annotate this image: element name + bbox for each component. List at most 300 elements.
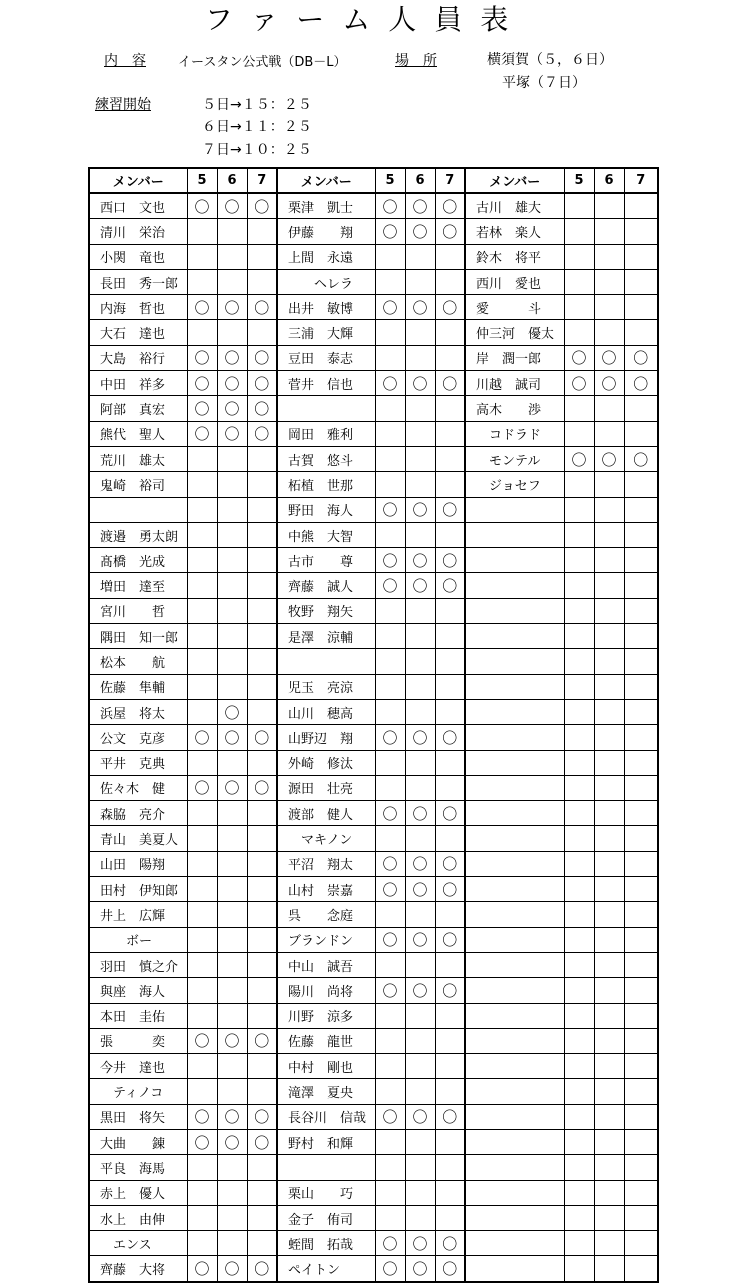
place-line-1: 横須賀（５，６日）	[487, 52, 613, 68]
member-name: 中田 祥多	[89, 371, 187, 396]
attendance-mark-day-5	[375, 421, 405, 446]
member-name	[465, 497, 564, 522]
attendance-mark-day-7	[624, 421, 658, 446]
member-name	[465, 851, 564, 876]
attendance-mark-day-5	[187, 826, 217, 851]
attendance-mark-day-6	[594, 269, 624, 294]
attendance-mark-day-5	[187, 573, 217, 598]
attendance-mark-day-5	[375, 826, 405, 851]
member-name	[465, 1256, 564, 1282]
attendance-mark-day-7	[247, 269, 277, 294]
member-name: ティノコ	[89, 1079, 187, 1104]
attendance-mark-day-7: 〇	[247, 1104, 277, 1129]
member-name: 柘植 世那	[277, 472, 375, 497]
attendance-mark-day-5	[564, 1079, 594, 1104]
member-name: 本田 圭佑	[89, 1003, 187, 1028]
table-row	[89, 1155, 658, 1180]
attendance-mark-day-7: 〇	[247, 193, 277, 219]
attendance-mark-day-6	[405, 750, 435, 775]
attendance-mark-day-5	[564, 1155, 594, 1180]
attendance-mark-day-5: 〇	[375, 1104, 405, 1129]
attendance-mark-day-5: 〇	[375, 978, 405, 1003]
member-name: 隅田 知一郎	[89, 624, 187, 649]
attendance-mark-day-5: 〇	[375, 219, 405, 244]
attendance-mark-day-6	[405, 1205, 435, 1230]
attendance-mark-day-5	[375, 244, 405, 269]
table-row	[89, 244, 658, 269]
attendance-mark-day-6: 〇	[217, 396, 247, 421]
attendance-mark-day-5	[187, 244, 217, 269]
attendance-mark-day-5	[375, 1054, 405, 1079]
attendance-mark-day-6	[405, 345, 435, 370]
attendance-mark-day-5: 〇	[564, 371, 594, 396]
attendance-mark-day-5	[187, 624, 217, 649]
member-name	[465, 877, 564, 902]
attendance-mark-day-7	[247, 497, 277, 522]
member-name	[465, 902, 564, 927]
attendance-mark-day-7	[435, 244, 465, 269]
attendance-mark-day-6	[217, 1079, 247, 1104]
member-name	[89, 497, 187, 522]
member-name: 西川 愛也	[465, 269, 564, 294]
member-name: 井上 広輝	[89, 902, 187, 927]
member-name: 大石 達也	[89, 320, 187, 345]
attendance-mark-day-7	[435, 699, 465, 724]
member-name: 田村 伊知郎	[89, 877, 187, 902]
attendance-mark-day-5	[375, 522, 405, 547]
attendance-mark-day-6	[594, 978, 624, 1003]
attendance-mark-day-6: 〇	[405, 1104, 435, 1129]
attendance-mark-day-7	[624, 624, 658, 649]
attendance-mark-day-6	[405, 649, 435, 674]
attendance-mark-day-6	[594, 877, 624, 902]
member-name: 増田 達至	[89, 573, 187, 598]
attendance-mark-day-5: 〇	[564, 345, 594, 370]
attendance-mark-day-6: 〇	[217, 345, 247, 370]
member-name	[465, 801, 564, 826]
attendance-mark-day-7	[624, 522, 658, 547]
attendance-mark-day-7	[624, 725, 658, 750]
attendance-mark-day-5	[375, 775, 405, 800]
attendance-mark-day-6	[405, 624, 435, 649]
attendance-mark-day-7	[624, 219, 658, 244]
practice-label: 練習開始	[95, 97, 151, 113]
attendance-mark-day-7: 〇	[435, 927, 465, 952]
member-name: 陽川 尚将	[277, 978, 375, 1003]
attendance-mark-day-7	[247, 826, 277, 851]
member-name: 平沼 翔太	[277, 851, 375, 876]
attendance-mark-day-6	[217, 674, 247, 699]
attendance-mark-day-5	[564, 826, 594, 851]
attendance-mark-day-6	[405, 472, 435, 497]
attendance-mark-day-6	[217, 649, 247, 674]
attendance-mark-day-7	[624, 1129, 658, 1154]
attendance-mark-day-5: 〇	[187, 371, 217, 396]
attendance-mark-day-7: 〇	[435, 801, 465, 826]
member-name: 今井 達也	[89, 1054, 187, 1079]
attendance-mark-day-6	[594, 699, 624, 724]
attendance-mark-day-7: 〇	[247, 345, 277, 370]
attendance-mark-day-5	[564, 522, 594, 547]
attendance-mark-day-6	[594, 1205, 624, 1230]
member-name: 浜屋 将太	[89, 699, 187, 724]
attendance-mark-day-7	[435, 826, 465, 851]
attendance-mark-day-5	[564, 244, 594, 269]
attendance-mark-day-6	[594, 1054, 624, 1079]
table-row	[89, 371, 658, 396]
attendance-mark-day-7: 〇	[624, 371, 658, 396]
attendance-mark-day-6: 〇	[217, 1104, 247, 1129]
attendance-mark-day-5	[187, 1003, 217, 1028]
member-name: 張 奕	[89, 1028, 187, 1053]
member-name: 荒川 雄太	[89, 446, 187, 471]
attendance-mark-day-5	[375, 446, 405, 471]
attendance-mark-day-7: 〇	[247, 1129, 277, 1154]
member-name	[465, 826, 564, 851]
roster-body	[89, 193, 658, 1282]
attendance-mark-day-7: 〇	[247, 1028, 277, 1053]
member-name: 公文 克彦	[89, 725, 187, 750]
attendance-mark-day-7	[247, 244, 277, 269]
attendance-mark-day-6: 〇	[594, 371, 624, 396]
table-row	[89, 978, 658, 1003]
attendance-mark-day-7: 〇	[435, 1231, 465, 1256]
attendance-mark-day-5	[564, 1180, 594, 1205]
attendance-mark-day-5	[187, 598, 217, 623]
attendance-mark-day-6: 〇	[405, 573, 435, 598]
attendance-mark-day-6	[594, 421, 624, 446]
attendance-mark-day-5: 〇	[375, 801, 405, 826]
member-name: 児玉 亮涼	[277, 674, 375, 699]
attendance-mark-day-7	[435, 674, 465, 699]
attendance-mark-day-6	[594, 1180, 624, 1205]
attendance-mark-day-7	[624, 1155, 658, 1180]
table-row	[89, 548, 658, 573]
attendance-mark-day-6	[217, 1054, 247, 1079]
attendance-mark-day-7	[624, 1028, 658, 1053]
attendance-mark-day-7	[435, 649, 465, 674]
attendance-mark-day-5	[564, 877, 594, 902]
attendance-mark-day-7: 〇	[435, 725, 465, 750]
attendance-mark-day-5	[375, 952, 405, 977]
table-row	[89, 1079, 658, 1104]
attendance-mark-day-6	[405, 1079, 435, 1104]
member-name: 伊藤 翔	[277, 219, 375, 244]
member-name: 仲三河 優太	[465, 320, 564, 345]
attendance-mark-day-7	[435, 320, 465, 345]
member-name: 水上 由伸	[89, 1205, 187, 1230]
table-row	[89, 851, 658, 876]
attendance-mark-day-5	[564, 750, 594, 775]
member-name	[465, 1028, 564, 1053]
attendance-mark-day-5	[375, 649, 405, 674]
attendance-mark-day-7	[435, 952, 465, 977]
attendance-mark-day-5	[564, 295, 594, 320]
attendance-mark-day-6: 〇	[217, 699, 247, 724]
attendance-mark-day-7	[247, 699, 277, 724]
content-label: 内 容	[104, 53, 146, 69]
attendance-mark-day-5	[187, 1155, 217, 1180]
table-row	[89, 902, 658, 927]
member-name	[465, 699, 564, 724]
table-row	[89, 1231, 658, 1256]
member-name: 出井 敏博	[277, 295, 375, 320]
attendance-mark-day-6: 〇	[405, 801, 435, 826]
attendance-mark-day-5	[187, 497, 217, 522]
member-name	[465, 1079, 564, 1104]
attendance-mark-day-5	[564, 927, 594, 952]
member-name: 菅井 信也	[277, 371, 375, 396]
member-name: 滝澤 夏央	[277, 1079, 375, 1104]
member-name	[465, 775, 564, 800]
member-name: 阿部 真宏	[89, 396, 187, 421]
attendance-mark-day-5: 〇	[375, 497, 405, 522]
member-name: 川野 涼多	[277, 1003, 375, 1028]
attendance-mark-day-7: 〇	[435, 497, 465, 522]
day-5-header: 5	[564, 168, 594, 193]
attendance-mark-day-5	[187, 219, 217, 244]
attendance-mark-day-5	[375, 1079, 405, 1104]
attendance-mark-day-5: 〇	[375, 371, 405, 396]
attendance-mark-day-6	[594, 1079, 624, 1104]
member-name: 羽田 慎之介	[89, 952, 187, 977]
attendance-mark-day-5	[564, 269, 594, 294]
attendance-mark-day-7	[247, 952, 277, 977]
member-name: 野村 和輝	[277, 1129, 375, 1154]
attendance-mark-day-5	[564, 1003, 594, 1028]
member-name: 山田 陽翔	[89, 851, 187, 876]
content-value: イースタン公式戦（DB－L）	[178, 55, 347, 70]
attendance-mark-day-7: 〇	[247, 396, 277, 421]
table-row	[89, 877, 658, 902]
attendance-mark-day-6	[594, 624, 624, 649]
attendance-mark-day-5	[375, 345, 405, 370]
attendance-mark-day-7	[624, 244, 658, 269]
attendance-mark-day-7	[247, 1054, 277, 1079]
attendance-mark-day-5: 〇	[187, 1256, 217, 1282]
attendance-mark-day-5	[187, 750, 217, 775]
member-name: 豆田 泰志	[277, 345, 375, 370]
attendance-mark-day-6	[405, 674, 435, 699]
member-name: 中熊 大智	[277, 522, 375, 547]
attendance-mark-day-5	[564, 219, 594, 244]
attendance-mark-day-7	[435, 421, 465, 446]
attendance-mark-day-7	[247, 472, 277, 497]
attendance-mark-day-6	[217, 573, 247, 598]
attendance-mark-day-7	[247, 902, 277, 927]
attendance-mark-day-5	[187, 978, 217, 1003]
attendance-mark-day-7	[247, 1079, 277, 1104]
member-name	[465, 1129, 564, 1154]
table-row	[89, 345, 658, 370]
attendance-mark-day-7	[247, 598, 277, 623]
attendance-mark-day-7	[624, 497, 658, 522]
attendance-mark-day-5	[187, 269, 217, 294]
member-name: ブランドン	[277, 927, 375, 952]
attendance-mark-day-6	[405, 320, 435, 345]
attendance-mark-day-7	[435, 775, 465, 800]
attendance-mark-day-6	[594, 1104, 624, 1129]
table-row	[89, 295, 658, 320]
attendance-mark-day-7	[624, 952, 658, 977]
attendance-mark-day-6	[405, 775, 435, 800]
attendance-mark-day-7	[624, 1003, 658, 1028]
attendance-mark-day-7	[247, 1205, 277, 1230]
attendance-mark-day-6	[594, 775, 624, 800]
attendance-mark-day-6	[594, 548, 624, 573]
attendance-mark-day-6	[594, 573, 624, 598]
attendance-mark-day-7	[624, 927, 658, 952]
member-name: 齊藤 大将	[89, 1256, 187, 1282]
attendance-mark-day-6	[594, 750, 624, 775]
attendance-mark-day-7	[435, 522, 465, 547]
member-name: 古賀 悠斗	[277, 446, 375, 471]
attendance-mark-day-6	[405, 269, 435, 294]
attendance-mark-day-5	[564, 1028, 594, 1053]
attendance-mark-day-6	[217, 877, 247, 902]
attendance-mark-day-6	[594, 826, 624, 851]
attendance-mark-day-6	[217, 978, 247, 1003]
attendance-mark-day-6: 〇	[405, 371, 435, 396]
attendance-mark-day-7: 〇	[624, 446, 658, 471]
member-name: 栗山 巧	[277, 1180, 375, 1205]
attendance-mark-day-5	[187, 699, 217, 724]
table-row	[89, 952, 658, 977]
member-name: 鬼崎 裕司	[89, 472, 187, 497]
attendance-mark-day-6: 〇	[405, 193, 435, 219]
attendance-mark-day-6	[217, 1231, 247, 1256]
attendance-mark-day-5	[375, 1129, 405, 1154]
table-row	[89, 396, 658, 421]
attendance-mark-day-5	[375, 1205, 405, 1230]
attendance-mark-day-5: 〇	[375, 548, 405, 573]
attendance-mark-day-7: 〇	[247, 371, 277, 396]
attendance-mark-day-6	[217, 801, 247, 826]
attendance-mark-day-5	[564, 775, 594, 800]
attendance-mark-day-7	[435, 598, 465, 623]
attendance-mark-day-6	[405, 1028, 435, 1053]
attendance-mark-day-5	[187, 801, 217, 826]
attendance-mark-day-5	[375, 598, 405, 623]
member-name: 髙橋 光成	[89, 548, 187, 573]
table-row	[89, 269, 658, 294]
attendance-mark-day-6	[217, 1003, 247, 1028]
attendance-mark-day-7	[435, 345, 465, 370]
day-7-header: 7	[624, 168, 658, 193]
attendance-mark-day-6	[594, 320, 624, 345]
attendance-mark-day-5	[564, 497, 594, 522]
attendance-mark-day-5: 〇	[187, 1028, 217, 1053]
attendance-mark-day-6	[594, 952, 624, 977]
member-name: 佐々木 健	[89, 775, 187, 800]
attendance-mark-day-7	[435, 1028, 465, 1053]
member-name	[277, 396, 375, 421]
attendance-mark-day-7	[624, 750, 658, 775]
table-row	[89, 1028, 658, 1053]
attendance-mark-day-6	[405, 446, 435, 471]
attendance-mark-day-7	[624, 295, 658, 320]
attendance-mark-day-7	[247, 674, 277, 699]
attendance-mark-day-5	[187, 851, 217, 876]
attendance-mark-day-6	[217, 1205, 247, 1230]
attendance-mark-day-7	[435, 1079, 465, 1104]
attendance-mark-day-5: 〇	[187, 396, 217, 421]
attendance-mark-day-6	[217, 826, 247, 851]
member-name: 佐藤 龍世	[277, 1028, 375, 1053]
attendance-mark-day-6	[594, 1155, 624, 1180]
attendance-mark-day-6	[217, 624, 247, 649]
attendance-mark-day-7: 〇	[435, 573, 465, 598]
table-row	[89, 674, 658, 699]
attendance-mark-day-7	[624, 649, 658, 674]
attendance-mark-day-5	[375, 320, 405, 345]
table-row	[89, 1129, 658, 1154]
attendance-mark-day-6	[217, 522, 247, 547]
attendance-mark-day-7	[247, 219, 277, 244]
attendance-mark-day-5	[564, 472, 594, 497]
member-name: 齊藤 誠人	[277, 573, 375, 598]
member-name	[465, 649, 564, 674]
attendance-mark-day-6: 〇	[405, 725, 435, 750]
member-name: 大島 裕行	[89, 345, 187, 370]
attendance-mark-day-6	[594, 522, 624, 547]
member-name: 長田 秀一郎	[89, 269, 187, 294]
attendance-mark-day-6: 〇	[405, 927, 435, 952]
attendance-mark-day-7: 〇	[247, 421, 277, 446]
day-6-header: 6	[405, 168, 435, 193]
attendance-mark-day-5	[187, 649, 217, 674]
member-name: 岡田 雅利	[277, 421, 375, 446]
member-name: 内海 哲也	[89, 295, 187, 320]
attendance-mark-day-5	[564, 649, 594, 674]
member-name: 森脇 亮介	[89, 801, 187, 826]
day-6-header: 6	[594, 168, 624, 193]
attendance-mark-day-7	[624, 269, 658, 294]
member-name	[277, 1155, 375, 1180]
attendance-mark-day-6	[217, 598, 247, 623]
attendance-mark-day-7	[435, 624, 465, 649]
attendance-mark-day-6: 〇	[217, 295, 247, 320]
attendance-mark-day-6	[405, 1054, 435, 1079]
member-name: 源田 壮亮	[277, 775, 375, 800]
attendance-mark-day-5	[187, 472, 217, 497]
attendance-mark-day-5	[187, 1054, 217, 1079]
attendance-mark-day-6	[217, 851, 247, 876]
attendance-mark-day-5	[187, 548, 217, 573]
attendance-mark-day-6: 〇	[405, 1256, 435, 1282]
attendance-mark-day-5: 〇	[375, 927, 405, 952]
member-name	[465, 750, 564, 775]
attendance-mark-day-7: 〇	[435, 219, 465, 244]
attendance-mark-day-6	[594, 725, 624, 750]
attendance-mark-day-7	[435, 1129, 465, 1154]
attendance-mark-day-5: 〇	[187, 775, 217, 800]
attendance-mark-day-6: 〇	[217, 1129, 247, 1154]
member-name: ボー	[89, 927, 187, 952]
attendance-mark-day-5	[564, 396, 594, 421]
attendance-mark-day-5	[187, 927, 217, 952]
attendance-mark-day-7	[624, 320, 658, 345]
attendance-mark-day-5	[375, 674, 405, 699]
table-row	[89, 193, 658, 219]
attendance-mark-day-6: 〇	[405, 978, 435, 1003]
table-row	[89, 699, 658, 724]
day-5-header: 5	[187, 168, 217, 193]
attendance-mark-day-7	[624, 548, 658, 573]
member-name	[277, 649, 375, 674]
attendance-mark-day-5	[375, 269, 405, 294]
member-name: 川越 誠司	[465, 371, 564, 396]
